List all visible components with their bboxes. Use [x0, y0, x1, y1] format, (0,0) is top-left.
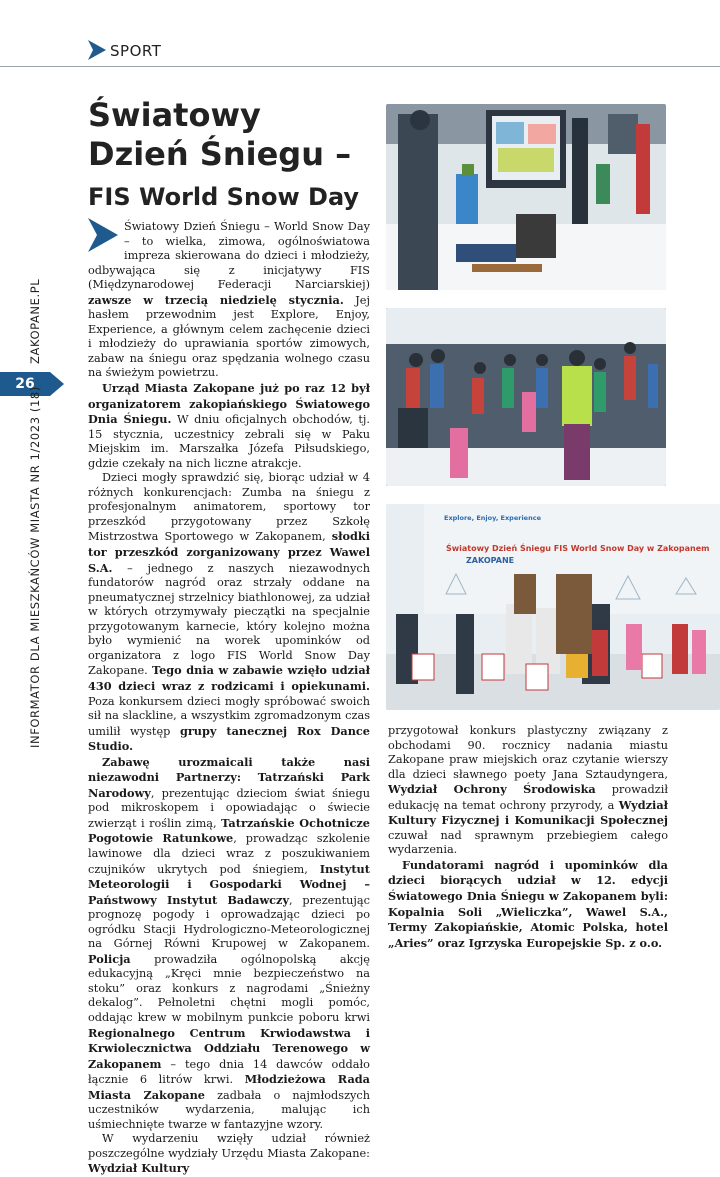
body-text: W dniu oficjalnych obchodów, tj. 15 stycznia, uczestnicy zebrali się w Paku Miejskim im. Marszałka Józefa Piłsudskiego, gdzie czekały na nich liczne atrakcje.	[88, 413, 370, 470]
bold-text: Urząd Miasta Zakopane już po raz 12 był organizatorem zakopiańskiego Światowego Dnia Śniegu.	[88, 381, 370, 427]
banner-logo: ZAKOPANE	[466, 556, 515, 565]
bold-text: Regionalnego Centrum Krwiodawstwa i Krwiolecznictwa Oddziału Terenowego w Zakopanem	[88, 1025, 370, 1071]
banner-slogan: Explore, Enjoy, Experience	[444, 514, 541, 522]
chevron-right-icon	[50, 372, 64, 396]
article-column-left	[88, 220, 370, 1177]
article-paragraph	[388, 724, 668, 858]
body-text: , prowadząc szkolenie lawinowe dla dzieci wraz z poszukiwaniem czujników ukrytych pod śniegiem,	[88, 832, 370, 876]
site-url: ZAKOPANE.PL	[28, 278, 42, 364]
bold-text: Wydział Kultury	[88, 1161, 190, 1176]
page-header	[0, 0, 720, 67]
page-number: 26	[15, 376, 35, 392]
body-text: przygotował konkurs plastyczny związany z obchodami 90. rocznicy nadania miastu Zakopane praw miejskich oraz czytanie wierszy dla dzieci sławnego poety Jana Sztaudyngera,	[388, 724, 668, 781]
event-photo-2	[386, 308, 666, 486]
article-column-right	[388, 724, 668, 951]
body-text: , prezentując dzieciom świat śniegu pod mikroskopem i opowiadając o świecie zwierząt i roślin zimą,	[88, 786, 370, 830]
chevron-right-icon	[88, 40, 106, 60]
article-paragraph	[88, 381, 370, 471]
article-paragraph	[88, 471, 370, 754]
body-text: prowadziła ogólnopolską akcję edukacyjną „Kręci mnie bezpieczeństwo na stoku” oraz konkurs z nagrodami „Śnieżny dekalog”. Pełnoletni chętni mogli pomóc, oddając krew w mobilnym punkcie poboru krwi	[88, 952, 370, 1024]
body-text: zadbała o najmłodszych uczestników wydarzenia, malując ich uśmiechnięte twarze w fantazyjne wzory.	[88, 1088, 371, 1131]
header-divider	[0, 66, 720, 67]
article-paragraph	[88, 755, 370, 1133]
title-subline: FIS World Snow Day	[88, 183, 360, 211]
body-text: czuwał nad sprawnym przebiegiem całego wydarzenia.	[388, 828, 668, 857]
body-text: , prezentując prognozę pogody i oprowadzając dzieci po ogródku Stacji Hydrologiczno-Meteorologicznej na Górnej Równi Krupowej w Zakopanem.	[88, 893, 370, 951]
event-photo-1	[386, 104, 666, 290]
body-text: W wydarzeniu wzięły udział również poszczególne wydziały Urzędu Miasta Zakopane:	[88, 1132, 370, 1160]
body-text: Dzieci mogły sprawdzić się, biorąc udział w 4 różnych konkurencjach: Zumba na śniegu z profesjonalnym animatorem, sportowy tor przeszkód przygotowany przez Szkołę Mistrzostwa Sportowego w Zakopanem,	[88, 471, 370, 544]
body-text: Poza konkursem dzieci mogły spróbować swoich sił na slackline, a wszystkim zgromadzonym czas umilił występ	[88, 694, 370, 738]
bold-text: Instytut Meteorologii i Gospodarki Wodnej – Państwowy Instytut Badawczy	[88, 861, 370, 907]
bold-text: Fundatorami nagród i upominków dla dzieci biorących udział w 12. edycji Światowego Dnia Śniegu w Zakopanem byli: Kopalnia Soli „Wieliczka”, Wawel S.A., Termy Zakopiańskie, Atomic Polska, hotel „Aries” oraz Igrzyska Europejskie Sp. z o.o.	[388, 857, 668, 950]
bold-text: Wydział Ochrony Środowiska	[388, 782, 596, 797]
bold-text: Tatrzańskie Ochotnicze Pogotowie Ratunkowe	[88, 815, 370, 846]
body-text: Światowy Dzień Śniegu – World Snow Day – to wielka, zimowa, ogólnoświatowa impreza skierowana do dzieci i młodzieży, odbywająca się z inicjatywy FIS (Międzynarodowej Federacji Narciarskiej)	[88, 220, 370, 292]
bold-text: Zabawę urozmaicali także nasi niezawodni Partnerzy: Tatrzański Park Narodowy	[88, 754, 370, 800]
body-text: Jej hasłem przewodnim jest Explore, Enjoy, Experience, a głównym celem zachęcenie dzieci i młodzieży do uprawiania sportów zimowych, zabaw na śniegu oraz spędzania wolnego czasu na świeżym powietrzu.	[88, 293, 370, 380]
title-line: Dzień Śniegu –	[88, 135, 352, 173]
publication-info: INFORMATOR DLA MIESZKAŃCÓW MIASTA NR 1/2023 (18)	[28, 386, 42, 748]
bold-text: Młodzieżowa Rada Miasta Zakopane	[88, 1072, 370, 1102]
bold-text: grupy tanecznej Rox Dance Studio.	[88, 723, 370, 754]
title-line: Światowy	[88, 96, 261, 134]
banner-title: Światowy Dzień Śniegu FIS World Snow Day w Zakopanem	[446, 544, 710, 553]
event-photo-3	[386, 504, 720, 710]
section-label: SPORT	[110, 42, 162, 60]
bold-text: słodki tor przeszkód zorganizowany przez Wawel S.A.	[88, 529, 370, 575]
article-paragraph	[88, 1132, 370, 1177]
article-paragraph	[88, 220, 370, 381]
bold-text: zawsze w trzecią niedzielę stycznia.	[88, 292, 344, 307]
body-text: – tego dnia 14 dawców oddało łącznie 6 litrów krwi.	[88, 1057, 370, 1087]
bold-text: Wydział Kultury Fizycznej i Komunikacji Społecznej	[388, 797, 668, 828]
article-title	[88, 96, 378, 214]
lead-spacer	[88, 220, 124, 258]
body-text: – jednego z naszych niezawodnych fundatorów nagród oraz strzały oddane na pneumatycznej strzelnicy biathlonowej, za udział w których otrzymywały pieczątki na specjalnie przygotowanym karnecie, który kolejno można było wymienić na worek upominków od organizatora z logo FIS World Snow Day Zakopane.	[88, 561, 370, 678]
bold-text: Tego dnia w zabawie wzięło udział 430 dzieci wraz z rodzicami i opiekunami.	[88, 663, 370, 693]
body-text: prowadził edukację na temat ochrony przyrody, a	[388, 783, 668, 812]
bold-text: Policja	[88, 951, 131, 966]
article-paragraph	[388, 858, 668, 951]
